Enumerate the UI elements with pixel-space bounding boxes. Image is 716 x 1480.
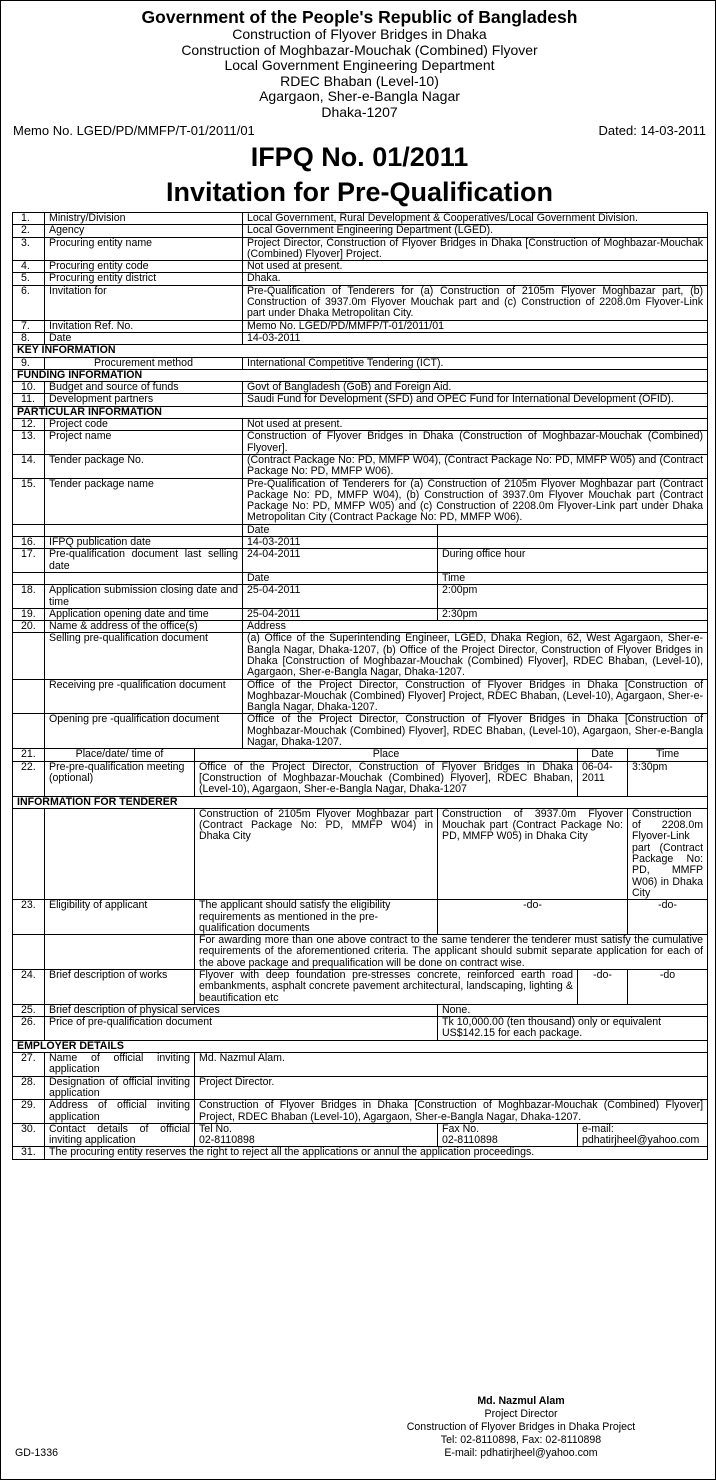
table-row: 15. Tender package name Pre-Qualification of Tenderers for (a) Construction of 2105m Flyover Moghbazar part (Contract Package No: PD, MMFP W04), (b) Construction of 3937.0m Flyover Mouchak part (Contract Package No: PD, MMFP W05) and (c) Construction of 2208.0m Flyover-Link part under Dhaka Metropolitan City (Contract Package No: PD, MMFP W06). xyxy=(13,478,708,524)
table-row: 27. Name of official inviting application Md. Nazmul Alam. xyxy=(13,1053,708,1077)
contact-tel: Tel No. 02-8110898 xyxy=(195,1123,438,1147)
contact-email: e-mail: pdhatirjheel@yahoo.com xyxy=(578,1123,708,1147)
contact-fax: Fax No. 02-8110898 xyxy=(438,1123,578,1147)
table-row: 9. Procurement method International Competitive Tendering (ICT). xyxy=(13,357,708,369)
notice-table xyxy=(12,212,708,1160)
table-row: 18. Application submission closing date and time 25-04-2011 2:00pm xyxy=(13,585,708,609)
table-row: Receiving pre -qualification document Office of the Project Director, Construction of Flyover Bridges in Dhaka [Construction of Moghbazar-Mouchak (Combined) Flyover] Project, RDEC Bhaban, (Level-10), Agargaon, Sher-e-Bangla Nagar, Dhaka-1207. xyxy=(13,679,708,714)
table-row: 20. Name & address of the office(s) Address xyxy=(13,621,708,633)
table-row: Construction of 2105m Flyover Moghbazar part (Contract Package No: PD, MMFP W04) in Dhaka City Construction of 3937.0m Flyover Mouchak part (Contract Package No: PD, MMFP W05) in Dhaka City Construction of 2208.0m Flyover-Link part (Contract Package No: PD, MMFP W06) in Dhaka City xyxy=(13,808,708,899)
signatory-name: Md. Nazmul Alam xyxy=(477,1395,565,1407)
table-row: 11. Development partners Saudi Fund for Development (SFD) and OPEC Fund for International Development (OFID). xyxy=(13,394,708,406)
header-line: RDEC Bhaban (Level-10) xyxy=(280,72,439,89)
ifpq-title: Invitation for Pre-Qualification xyxy=(165,177,554,207)
table-row: 16. IFPQ publication date 14-03-2011 xyxy=(13,537,708,549)
table-row: 1. Ministry/Division Local Government, Rural Development & Cooperatives/Local Government Division. xyxy=(13,213,708,225)
table-row: 23. Eligibility of applicant The applicant should satisfy the eligibility requirements as mentioned in the pre-qualification documents -do- -do- xyxy=(13,900,708,935)
section-heading-employer: EMPLOYER DETAILS xyxy=(13,1040,708,1052)
table-row: 24. Brief description of works Flyover with deep foundation pre-stresses concrete, reinforced earth road embankments, asphalt concrete pavement architectural, landscaping, lighting & beautification etc -do- -do xyxy=(13,970,708,1005)
table-row: 21. Place/date/ time of Place Date Time xyxy=(13,749,708,761)
table-row: 29. Address of official inviting application Construction of Flyover Bridges in Dhaka [Construction of Moghbazar-Mouchak (Combined) Flyover] Project, RDEC Bhaban (Level-10), Agargaon, Sher-e-Bangla Nagar, Dhaka-1207. xyxy=(13,1100,708,1124)
gd-code: GD-1336 xyxy=(15,1447,58,1459)
table-row: 8. Date 14-03-2011 xyxy=(13,332,708,344)
table-row: Selling pre-qualification document (a) Office of the Superintending Engineer, LGED, Dhaka Region, 62, West Agargaon, Sher-e-Bangla Nagar, Dhaka-1207, (b) Office of the Project Director, Construction of Flyover Bridges in Dhaka [Construction of Moghbazar-Mouchak (Combined) Flyover], RDEC Bhaban, (Level-10), Agargaon, Sher-e-Bangla Nagar, Dhaka-1207. xyxy=(13,633,708,679)
header-line: Dhaka-1207 xyxy=(321,103,398,120)
memo-date: Dated: 14-03-2011 xyxy=(598,123,706,138)
table-row: 4. Procuring entity code Not used at present. xyxy=(13,261,708,273)
notice-header xyxy=(13,1,706,120)
table-row: 17. Pre-qualification document last selling date 24-04-2011 During office hour xyxy=(13,549,708,573)
section-heading-tenderer: INFORMATION FOR TENDERER xyxy=(13,796,708,808)
section-heading-key: KEY INFORMATION xyxy=(13,345,708,357)
table-row: 30. Contact details of official inviting application Tel No. 02-8110898 Fax No. 02-8110898 e-mail: pdhatirjheel@yahoo.com xyxy=(13,1123,708,1147)
signature-block xyxy=(361,1395,681,1460)
table-row: 25. Brief description of physical services None. xyxy=(13,1004,708,1016)
table-row: 26. Price of pre-qualification document Tk 10,000.00 (ten thousand) only or equivalent US$142.15 for each package. xyxy=(13,1017,708,1041)
header-line: Construction of Moghbazar-Mouchak (Combined) Flyover xyxy=(181,41,538,58)
table-row: For awarding more than one above contract to the same tenderer the tenderer must satisfy the cumulative requirements of the aforementioned criteria. The applicant should submit separate application for each of the above package and prequalification will be done on contract wise. xyxy=(13,935,708,970)
header-line: Local Government Engineering Department xyxy=(224,57,495,73)
memo-number: Memo No. LGED/PD/MMFP/T-01/2011/01 xyxy=(13,123,255,138)
table-row: 7. Invitation Ref. No. Memo No. LGED/PD/MMFP/T-01/2011/01 xyxy=(13,320,708,332)
table-row: 2. Agency Local Government Engineering Department (LGED). xyxy=(13,225,708,237)
signatory-email: E-mail: pdhatirjheel@yahoo.com xyxy=(444,1447,598,1459)
signatory-designation: Project Director xyxy=(484,1408,558,1420)
table-row: 10. Budget and source of funds Govt of Bangladesh (GoB) and Foreign Aid. xyxy=(13,382,708,394)
table-row: 19. Application opening date and time 25-04-2011 2:30pm xyxy=(13,608,708,620)
table-row: 14. Tender package No. (Contract Package No: PD, MMFP W04), (Contract Package No: PD, MMFP W05) and (Contract Package No: PD, MMFP W06). xyxy=(13,454,708,478)
header-line: Agargaon, Sher-e-Bangla Nagar xyxy=(259,88,460,104)
table-row: 5. Procuring entity district Dhaka. xyxy=(13,273,708,285)
section-heading-funding: FUNDING INFORMATION xyxy=(13,369,708,381)
table-row: Opening pre -qualification document Office of the Project Director, Construction of Flyover Bridges in Dhaka [Construction of Moghbazar-Mouchak (Combined) Flyover], RDEC Bhaban, (Level-10), Agargaon, Sher-e-Bangla Nagar, Dhaka-1207. xyxy=(13,714,708,749)
table-row: 6. Invitation for Pre-Qualification of Tenderers for (a) Construction of 2105m Flyover Moghbazar part, (b) Construction of 3937.0m Flyover Mouchak part and (c) Construction of 2208.0m Flyover-Link part under Dhaka Metropolitan City. xyxy=(13,285,708,320)
table-row: Date xyxy=(13,524,708,536)
table-row: Date Time xyxy=(13,572,708,584)
signatory-project: Construction of Flyover Bridges in Dhaka Project xyxy=(406,1421,636,1433)
table-row: 13. Project name Construction of Flyover Bridges in Dhaka (Construction of Moghbazar-Mouchak (Combined) Flyover]. xyxy=(13,431,708,455)
ifpq-number: IFPQ No. 01/2011 xyxy=(250,142,469,172)
table-row: 31. The procuring entity reserves the right to reject all the applications or annul the application proceedings. xyxy=(13,1147,708,1159)
memo-row xyxy=(13,123,706,138)
table-row: 12. Project code Not used at present. xyxy=(13,419,708,431)
table-row: 22. Pre-pre-qualification meeting (optional) Office of the Project Director, Construction of Flyover Bridges in Dhaka [Construction of Moghbazar-Mouchak (Combined) Flyover], RDEC Bhaban, (Level-10), Agargaon, Sher-e-Bangla Nagar, Dhaka-1207 06-04-2011 3:30pm xyxy=(13,761,708,796)
section-heading-particular: PARTICULAR INFORMATION xyxy=(13,406,708,418)
table-row: 28. Designation of official inviting application Project Director. xyxy=(13,1076,708,1100)
table-row: 3. Procuring entity name Project Director, Construction of Flyover Bridges in Dhaka [Construction of Moghbazar-Mouchak (Combined) Flyover] Project. xyxy=(13,237,708,261)
header-line: Construction of Flyover Bridges in Dhaka xyxy=(232,26,487,42)
government-title: Government of the People's Republic of Bangladesh xyxy=(141,7,578,27)
signatory-contact: Tel: 02-8110898, Fax: 02-8110898 xyxy=(440,1434,602,1446)
